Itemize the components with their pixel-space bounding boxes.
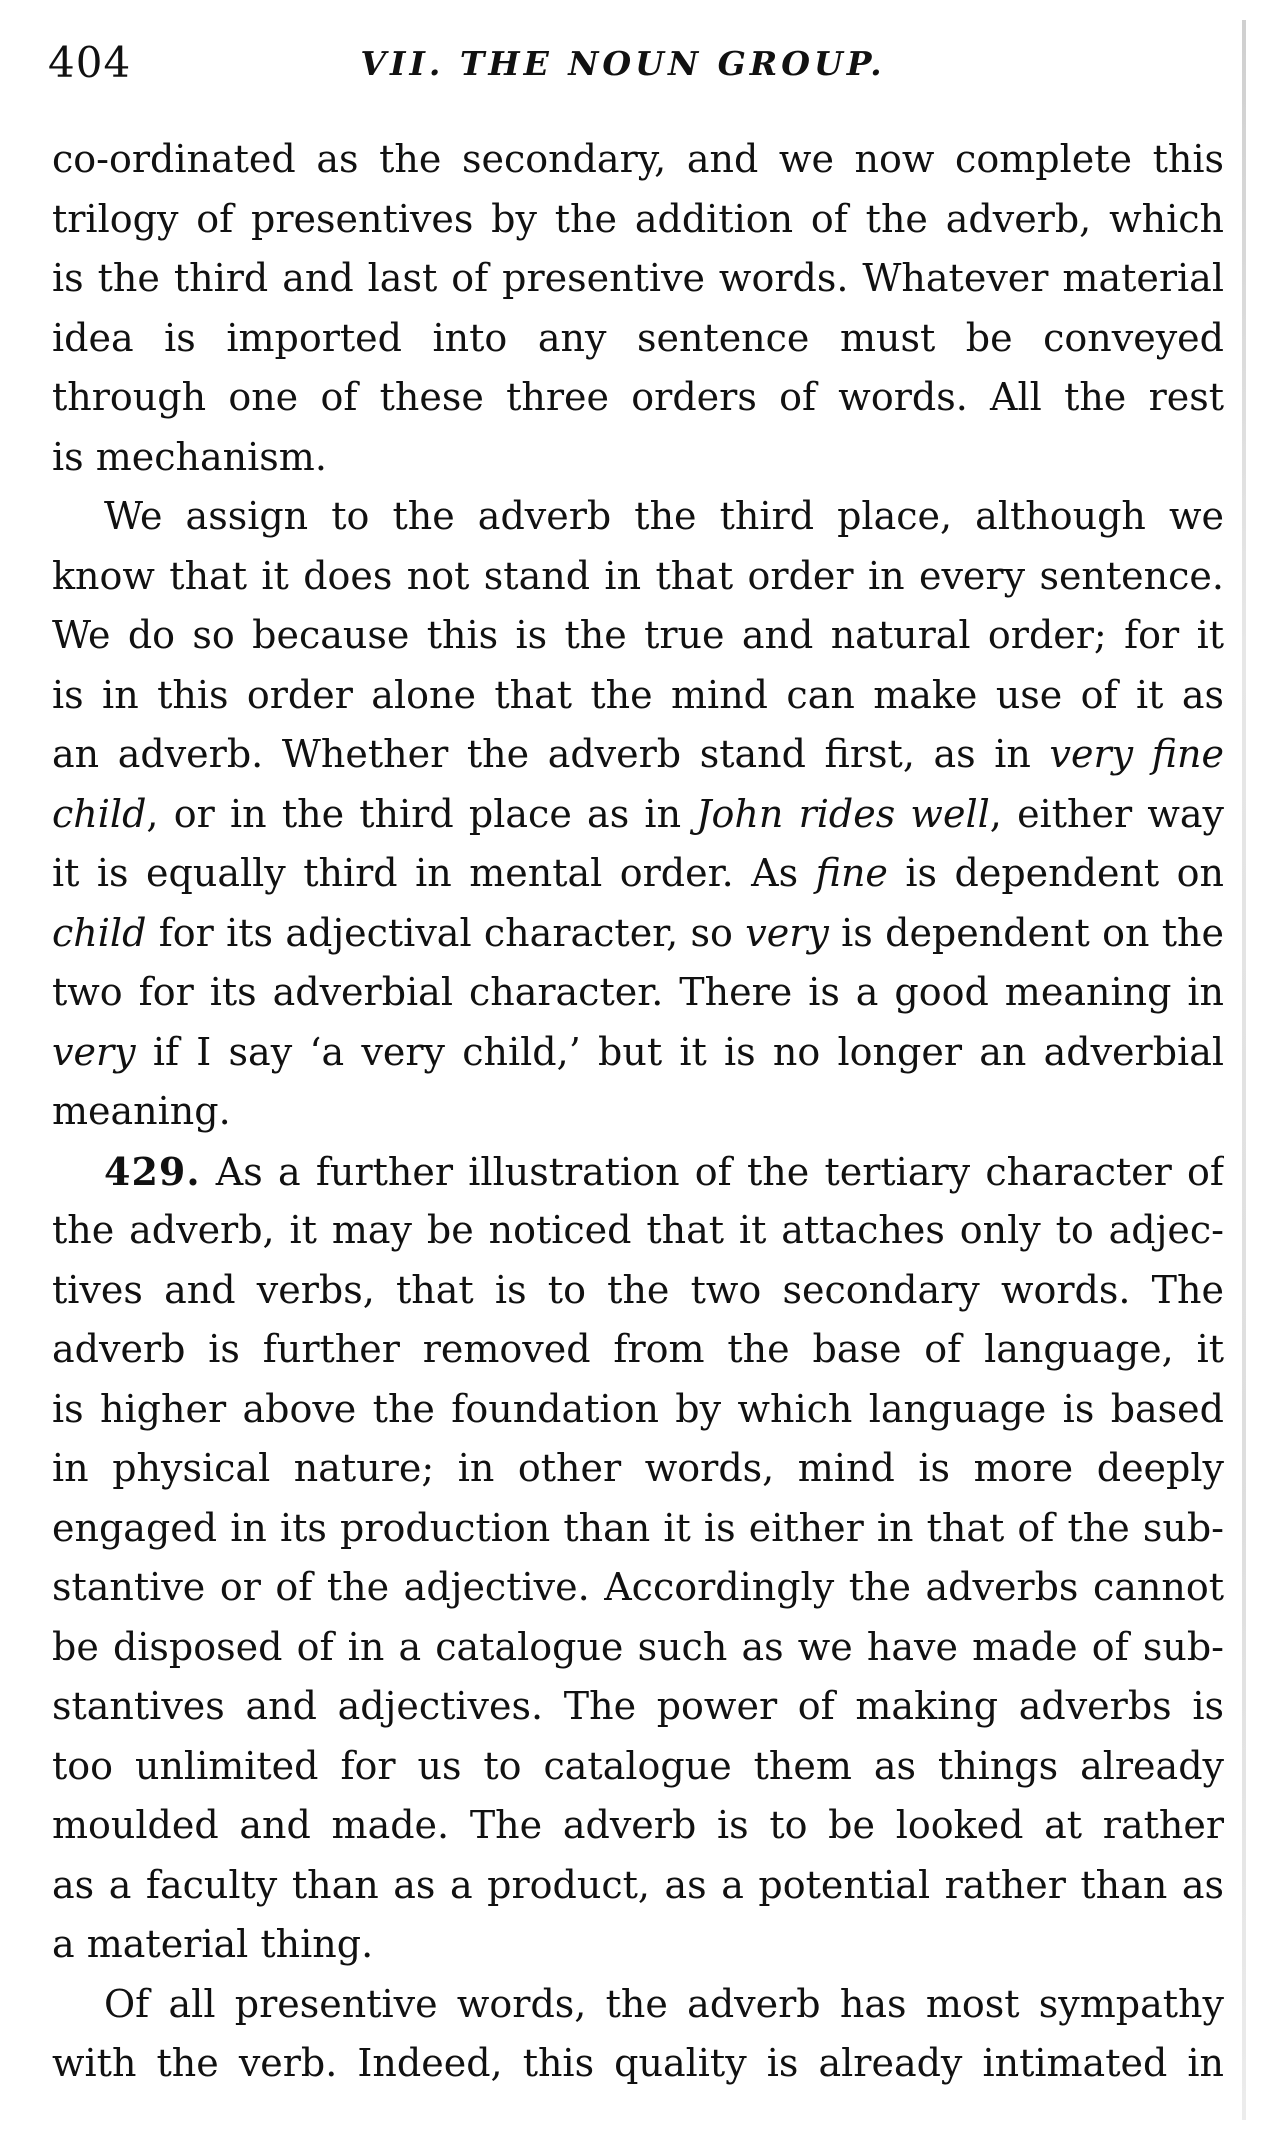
- text-line: stantive or of the adjective. Accordingly the adverbs cannot: [52, 1565, 1224, 1609]
- text-line: be disposed of in a catalogue such as we have made of sub-: [52, 1624, 1224, 1669]
- italic-run: very: [52, 1029, 136, 1074]
- text-line: know that it does not stand in that order in every sentence.: [52, 553, 1224, 598]
- section-number: 429.: [104, 1148, 201, 1194]
- text-line: as a faculty than as a product, as a potential rather than as: [52, 1862, 1224, 1907]
- text-line: is mechanism.: [52, 434, 327, 479]
- text-run: , or in the third place as in: [146, 791, 697, 836]
- text-line: We assign to the adverb the third place, although we: [104, 494, 1224, 538]
- text-line: [52, 1023, 1224, 1083]
- text-line: in physical nature; in other words, mind is more deeply: [52, 1446, 1224, 1490]
- page-number: 404: [48, 38, 132, 87]
- text-run: is dependent on the: [828, 910, 1224, 955]
- text-line: a material thing.: [52, 1922, 374, 1966]
- text-line: too unlimited for us to catalogue them as things already: [52, 1743, 1224, 1788]
- text-line: moulded and made. The adverb is to be looked at rather: [52, 1803, 1224, 1847]
- italic-run: child: [52, 791, 147, 836]
- text-line: tives and verbs, that is to the two secondary words. The: [52, 1267, 1224, 1312]
- italic-run: very: [745, 910, 829, 955]
- italic-run: fine: [815, 851, 888, 895]
- text-line: two for its adverbial character. There is a good meaning in: [52, 970, 1224, 1014]
- italic-run: child: [52, 910, 147, 955]
- text-line: [52, 844, 1224, 904]
- text-run: if I say ‘a very child,’ but it is no longer an adverbial: [135, 1029, 1224, 1074]
- text-line: trilogy of presentives by the addition of the adverb, which: [52, 196, 1224, 241]
- text-line: engaged in its production than it is either in that of the sub-: [52, 1505, 1224, 1550]
- italic-run: very fine: [1049, 732, 1224, 776]
- text-line: through one of these three orders of words. All the rest: [52, 375, 1224, 419]
- text-run: for its adjectival character, so: [146, 910, 746, 955]
- text-line: co-ordinated as the secondary, and we now complete this: [52, 137, 1224, 181]
- running-head: VII. THE NOUN GROUP.: [360, 44, 886, 83]
- text-run: As a further illustration of the tertiary character of: [200, 1149, 1224, 1194]
- text-run: an adverb. Whether the adverb stand first, as in: [52, 732, 1050, 776]
- text-line: the adverb, it may be noticed that it attaches only to adjec-: [52, 1208, 1224, 1252]
- text-line: with the verb. Indeed, this quality is already intimated in: [52, 2041, 1224, 2085]
- page-header: [48, 38, 1198, 98]
- text-line: idea is imported into any sentence must be conveyed: [52, 315, 1224, 360]
- text-line: meaning.: [52, 1089, 231, 1133]
- text-line: adverb is further removed from the base of language, it: [52, 1327, 1224, 1371]
- text-line: is the third and last of presentive words. Whatever material: [52, 256, 1224, 300]
- text-line: [52, 785, 1224, 845]
- text-line: [52, 904, 1224, 964]
- page-edge-shadow: [1242, 20, 1246, 2120]
- text-line: [52, 1142, 1224, 1202]
- body-text: [52, 130, 1224, 2094]
- text-run: it is equally third in mental order. As: [52, 851, 816, 895]
- text-run: is dependent on: [887, 851, 1224, 895]
- italic-run: John rides well: [696, 791, 990, 836]
- text-line: is in this order alone that the mind can make use of it as: [52, 672, 1224, 717]
- text-run: , either way: [989, 791, 1224, 836]
- text-line: stantives and adjectives. The power of making adverbs is: [52, 1684, 1224, 1728]
- text-line: Of all presentive words, the adverb has most sympathy: [104, 1981, 1224, 2026]
- text-line: We do so because this is the true and natural order; for it: [52, 613, 1224, 657]
- text-line: [52, 725, 1224, 785]
- text-line: is higher above the foundation by which language is based: [52, 1386, 1224, 1431]
